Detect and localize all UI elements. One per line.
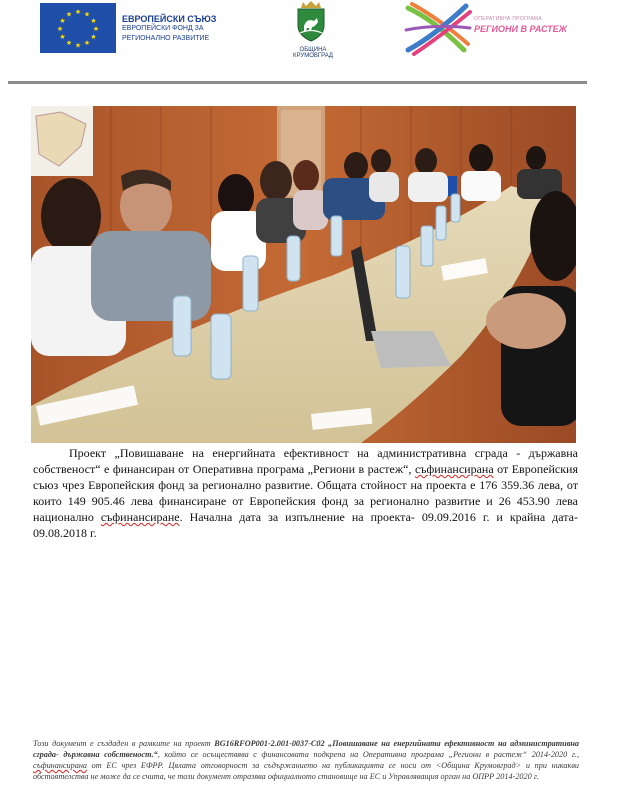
- svg-text:★: ★: [90, 33, 97, 41]
- svg-text:★: ★: [56, 25, 64, 33]
- project-description: [33, 445, 578, 541]
- body-text-part2: от Европейския съюз чрез Европейския фонд за регионално развитие. Общата стойност на проекта е 176 359.36 лева, от които 149 905.46 лева финансиране от Европейския фонд за регионално развитие и 26 453.90 лева национално: [33, 462, 578, 524]
- svg-text:★: ★: [83, 10, 91, 19]
- eu-flag-icon: [40, 3, 116, 53]
- program-label-big: РЕГИОНИ В РАСТЕЖ: [474, 24, 567, 34]
- eu-logo-line3: РЕГИОНАЛНО РАЗВИТИЕ: [122, 35, 210, 42]
- eu-logo-text: [122, 14, 242, 44]
- footer-text-part3: от ЕС чрез ЕФРР. Цялата отговорност за съдържанието на публикацията се носи от <Община Крумовград> и при никакви обстоятелства не може да се счита, че този документ отразява официалното становище на ЕС и Управляващия орган на ОПРР 2014-2020 г.: [33, 761, 579, 781]
- footer-text-part2: , който се осъществява с финансовата подкрепа на Оперативна програма „Региони в растеж“ 2014-2020 г.,: [157, 750, 579, 759]
- municipality-label: ОБЩИНА КРУМОВГРАД: [293, 47, 333, 59]
- municipality-crest-icon: [294, 0, 328, 42]
- program-label-small: ОПЕРАТИВНА ПРОГРАМА: [474, 16, 543, 22]
- regions-in-growth-logo-icon: [404, 0, 472, 56]
- svg-text:★: ★: [65, 10, 73, 19]
- header-divider: [8, 81, 587, 84]
- svg-text:★: ★: [59, 17, 66, 25]
- footer-disclaimer: [33, 738, 579, 782]
- svg-text:★: ★: [74, 8, 82, 16]
- body-text-cofinancing: съфинансиране: [100, 510, 180, 524]
- footer-project-code: BG16RFOP001-2.001-0037-C02 „Повишаване на енергийната ефективност на административна сграда- държавна собственост.“: [33, 739, 579, 759]
- footer-text-part1: Този документ е създаден в рамките на проект: [33, 739, 215, 748]
- footer-text-cofinanced: съфинансирана: [33, 761, 87, 770]
- body-text-part3: . Начална дата за изпълнение на проекта- 09.09.2016 г. и крайна дата- 09.08.2018 г.: [33, 510, 578, 540]
- eu-logo-line1: ЕВРОПЕЙСКИ СЪЮЗ: [122, 14, 217, 24]
- eu-logo-line2: ЕВРОПЕЙСКИ ФОНД ЗА: [122, 25, 204, 32]
- body-text-cofinanced: съфинансирана: [414, 462, 494, 476]
- svg-text:★: ★: [59, 33, 66, 41]
- svg-text:★: ★: [90, 17, 97, 25]
- svg-text:★: ★: [74, 41, 82, 50]
- svg-text:★: ★: [83, 39, 91, 47]
- meeting-room-photo: [31, 106, 576, 443]
- svg-text:★: ★: [65, 39, 73, 47]
- svg-text:★: ★: [92, 25, 100, 33]
- body-text-part1: Проект „Повишаване на енергийната ефективност на административна сграда - държавна собственост“ е финансиран от Оперативна програма „Региони в растеж“,: [33, 446, 578, 476]
